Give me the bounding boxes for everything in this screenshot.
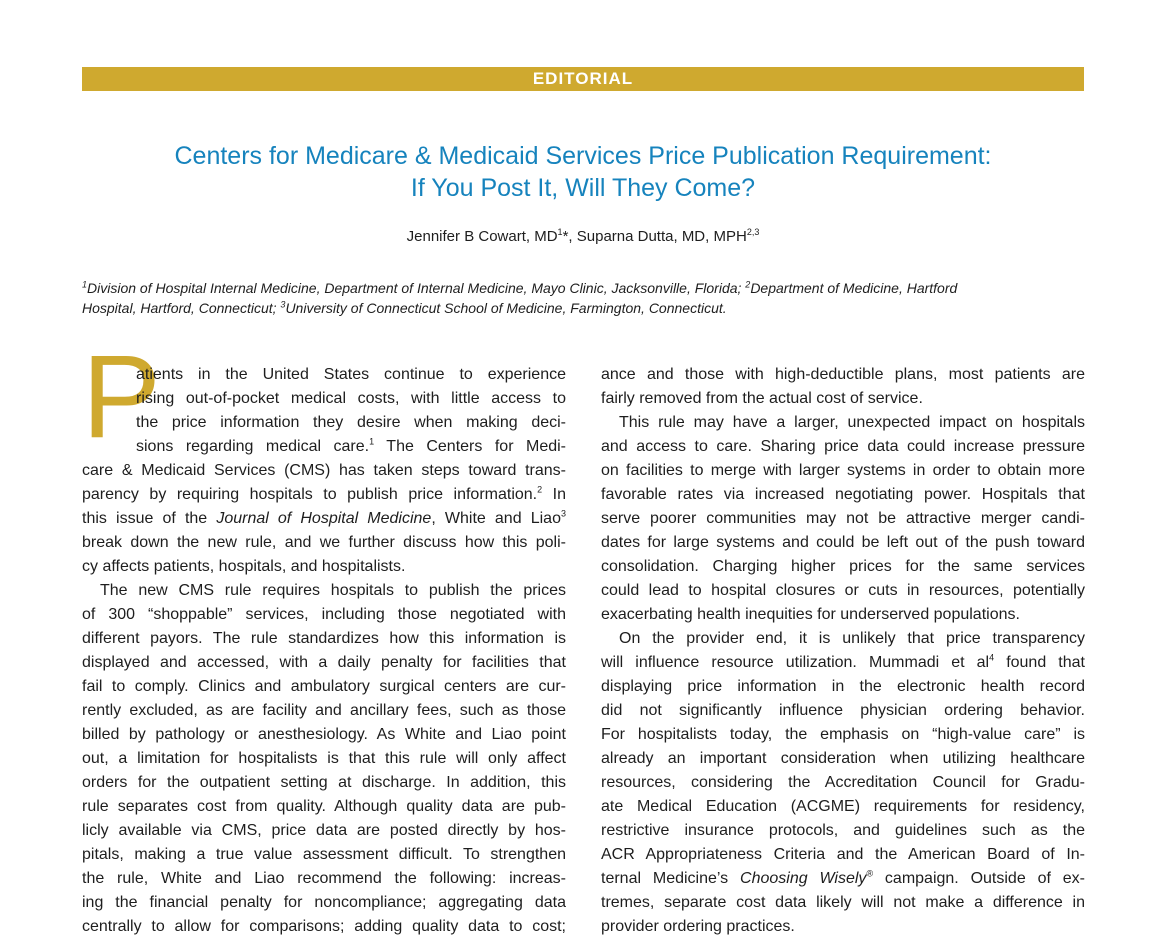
section-label: EDITORIAL <box>532 69 634 88</box>
text-line <box>601 651 1085 675</box>
author-2-affiliation-ref: 2,3 <box>746 227 760 237</box>
text-line: tremes, separate cost data likely will not make a difference in <box>601 894 1085 911</box>
text-line: provider ordering practices. <box>601 918 795 935</box>
text-line: orders for the outpatient setting at discharge. In addition, this <box>82 774 566 791</box>
text-line: serve poorer communities may not be attractive merger candi- <box>601 510 1085 527</box>
text-line <box>82 507 566 531</box>
text-line: resources, considering the Accreditation Council for Gradu- <box>601 774 1085 791</box>
author-list <box>82 227 1084 247</box>
text-line: On the provider end, it is unlikely that price transparency <box>619 630 1085 647</box>
text-span: ternal Medicine’s <box>601 870 741 887</box>
text-line <box>601 867 1085 891</box>
text-line: ing the financial penalty for noncompliance; aggregating data <box>82 894 566 911</box>
text-span: found that <box>994 654 1085 671</box>
text-line: the price information they desire when making deci- <box>136 414 566 431</box>
affiliation-1-number: 1 <box>82 279 88 290</box>
text-line: rule separates cost from quality. Although quality data are pub- <box>82 798 566 815</box>
citation-ref: 2 <box>537 484 543 495</box>
text-line: already an important consideration when utilizing healthcare <box>601 750 1085 767</box>
text-line: The new CMS rule requires hospitals to publish the prices <box>100 582 566 599</box>
text-line: fairly removed from the actual cost of service. <box>601 390 923 407</box>
text-line: centrally to allow for comparisons; adding quality data to cost; <box>82 918 566 935</box>
text-line: exacerbating health inequities for underserved populations. <box>601 606 1020 623</box>
campaign-name: Choosing Wisely <box>740 870 867 887</box>
text-span: campaign. Outside of ex- <box>873 870 1085 887</box>
text-line: displayed and accessed, with a daily penalty for facilities that <box>82 654 566 671</box>
text-line: displaying price information in the electronic health record <box>601 678 1085 695</box>
text-line: rently excluded, as are facility and ancillary fees, such as those <box>82 702 566 719</box>
author-2: Suparna Dutta, MD, MPH <box>576 228 747 245</box>
text-line: different payors. The rule standardizes how this information is <box>82 630 566 647</box>
text-line: and access to care. Sharing price data could increase pressure <box>601 438 1085 455</box>
text-line: the rule, White and Liao recommend the following: increas- <box>82 870 566 887</box>
title-line-2: If You Post It, Will They Come? <box>410 174 756 202</box>
affiliation-2-part-1: Department of Medicine, Hartford <box>750 280 958 296</box>
text-span: sions regarding medical care. <box>136 438 370 455</box>
text-line: ate Medical Education (ACGME) requirements for residency, <box>601 798 1085 815</box>
text-line: pitals, making a true value assessment difficult. To strengthen <box>82 846 566 863</box>
text-line <box>136 435 566 459</box>
affiliation-2-number: 2 <box>745 279 751 290</box>
text-line: of 300 “shoppable” services, including those negotiated with <box>82 606 566 623</box>
text-line: billed by pathology or anesthesiology. As White and Liao point <box>82 726 566 743</box>
text-line: atients in the United States continue to experience <box>136 366 566 383</box>
text-line: break down the new rule, and we further discuss how this poli- <box>82 534 566 551</box>
body-column-right <box>601 363 1085 939</box>
author-1: Jennifer B Cowart, MD <box>406 228 558 245</box>
corresponding-author-mark: * <box>562 228 569 245</box>
text-line: favorable rates via increased negotiating power. Hospitals that <box>601 486 1085 503</box>
citation-ref: 1 <box>369 436 375 447</box>
text-span: will influence resource utilization. Mummadi et al <box>601 654 990 671</box>
affiliation-1: Division of Hospital Internal Medicine, Department of Internal Medicine, Mayo Clinic, Jacksonville, Florida; <box>87 280 746 296</box>
text-line: out, a limitation for hospitalists is that this rule will only affect <box>82 750 566 767</box>
text-span: In <box>542 486 566 503</box>
article-title <box>82 140 1084 204</box>
affiliation-line-1 <box>82 278 1086 298</box>
affiliations <box>82 278 1086 318</box>
text-line: dates for large systems and could be left out of the push toward <box>601 534 1085 551</box>
section-banner <box>82 67 1084 91</box>
text-line: ance and those with high-deductible plans, most patients are <box>601 366 1085 383</box>
text-line: could lead to hospital closures or cuts in resources, potentially <box>601 582 1085 599</box>
text-line: fail to comply. Clinics and ambulatory surgical centers are cur- <box>82 678 566 695</box>
text-line: For hospitalists today, the emphasis on “high-value care” is <box>601 726 1085 743</box>
text-line: rising out-of-pocket medical costs, with little access to <box>136 390 566 407</box>
title-line-1: Centers for Medicare & Medicaid Services Price Publication Requirement: <box>174 142 992 170</box>
journal-name: Journal of Hospital Medicine <box>216 510 432 527</box>
text-line: consolidation. Charging higher prices for the same services <box>601 558 1085 575</box>
text-line: did not significantly influence physician ordering behavior. <box>601 702 1085 719</box>
text-line: ACR Appropriateness Criteria and the American Board of In- <box>601 846 1085 863</box>
author-1-affiliation-ref: 1 <box>557 227 563 237</box>
text-line: care & Medicaid Services (CMS) has taken steps toward trans- <box>82 462 566 479</box>
affiliation-line-2 <box>82 298 1086 318</box>
registered-mark: ® <box>866 868 874 879</box>
author-separator: , <box>568 228 577 245</box>
text-span: , White and Liao <box>431 510 561 527</box>
text-line <box>82 483 566 507</box>
citation-ref: 3 <box>560 508 566 519</box>
text-span: parency by requiring hospitals to publish price information. <box>82 486 538 503</box>
affiliation-3: University of Connecticut School of Medicine, Farmington, Connecticut. <box>285 300 727 316</box>
body-column-left <box>82 363 566 939</box>
text-span: this issue of the <box>82 510 217 527</box>
text-line: restrictive insurance protocols, and guidelines such as the <box>601 822 1085 839</box>
citation-ref: 4 <box>989 652 995 663</box>
text-line: licly available via CMS, price data are posted directly by hos- <box>82 822 566 839</box>
affiliation-2-part-2: Hospital, Hartford, Connecticut; <box>82 300 281 316</box>
text-line: This rule may have a larger, unexpected impact on hospitals <box>619 414 1085 431</box>
text-span: The Centers for Medi- <box>374 438 566 455</box>
affiliation-3-number: 3 <box>280 299 286 310</box>
text-line: on facilities to merge with larger systems in order to obtain more <box>601 462 1085 479</box>
text-line: cy affects patients, hospitals, and hospitalists. <box>82 558 406 575</box>
drop-cap: P <box>82 331 161 463</box>
